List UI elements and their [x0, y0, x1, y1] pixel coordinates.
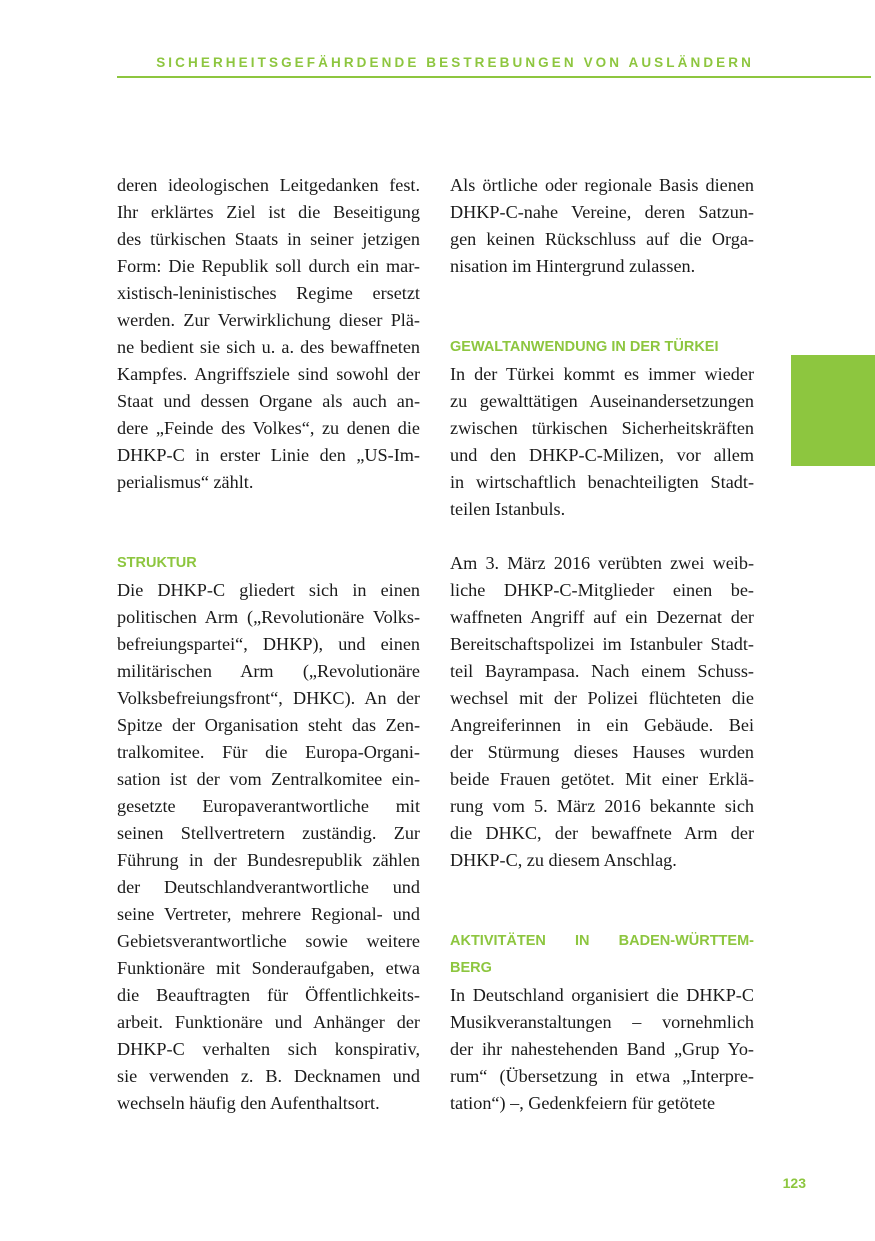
text-line: deren ideologischen Leitgedanken fest. [117, 175, 420, 195]
text-line: waffneten Angriff auf ein Dezernat der [450, 607, 754, 627]
text-line: In Deutschland organisiert die DHKP-C [450, 985, 754, 1005]
text-line: xistisch-leninistisches Regime ersetzt [117, 283, 420, 303]
text-line: DHKP-C-nahe Vereine, deren Satzun- [450, 202, 754, 222]
text-line: Gebietsverantwortliche sowie weitere [117, 931, 420, 951]
text-line: die Beauftragten für Öffentlichkeits- [117, 985, 420, 1005]
left-column [117, 172, 420, 1117]
text-line: gesetzte Europaverantwortliche mit [117, 796, 420, 816]
text-line: Musikveranstaltungen – vornehmlich [450, 1012, 754, 1032]
basis-paragraph [450, 172, 754, 280]
text-line: Bereitschaftspolizei im Istanbuler Stadt- [450, 634, 754, 654]
text-line: Funktionäre mit Sonderaufgaben, etwa [117, 958, 420, 978]
text-line: perialismus“ zählt. [117, 472, 254, 492]
text-line: und den DHKP-C-Milizen, vor allem [450, 445, 754, 465]
text-line: AKTIVITÄTEN IN BADEN-WÜRTTEM- [450, 933, 754, 949]
text-line: ne bedient sie sich u. a. des bewaffneten [117, 337, 420, 357]
maerz-paragraph [450, 550, 754, 874]
text-line: wechseln häufig den Aufenthaltsort. [117, 1093, 380, 1113]
struktur-paragraph [117, 577, 420, 1117]
text-line: wechsel mit der Polizei flüchteten die [450, 688, 754, 708]
text-line: Form: Die Republik soll durch ein mar- [117, 256, 420, 276]
text-line: dere „Feinde des Volkes“, zu denen die [117, 418, 420, 438]
text-line: beide Frauen getötet. Mit einer Erklä- [450, 769, 754, 789]
text-line: seine Vertreter, mehrere Regional- und [117, 904, 420, 924]
text-line: gen keinen Rückschluss auf die Orga- [450, 229, 754, 249]
text-line: in wirtschaftlich benachteiligten Stadt- [450, 472, 754, 492]
text-line: tation“) –, Gedenkfeiern für getötete [450, 1093, 716, 1113]
text-line: befreiungspartei“, DHKP), und einen [117, 634, 420, 654]
text-line: Angreiferinnen in ein Gebäude. Bei [450, 715, 754, 735]
text-line: Kampfes. Angriffsziele sind sowohl der [117, 364, 420, 384]
text-line: die DHKC, der bewaffnete Arm der [450, 823, 754, 843]
text-line: zu gewalttätigen Auseinandersetzungen [450, 391, 754, 411]
text-line: Die DHKP-C gliedert sich in einen [117, 580, 420, 600]
text-line: sie verwenden z. B. Decknamen und [117, 1066, 420, 1086]
text-line: sation ist der vom Zentralkomitee ein- [117, 769, 420, 789]
running-header: SICHERHEITSGEFÄHRDENDE BESTREBUNGEN VON AUSLÄNDERN [156, 55, 754, 70]
heading-baden-wuerttemberg [450, 928, 754, 982]
text-line: der Deutschlandverantwortliche und [117, 877, 420, 897]
intro-paragraph [117, 172, 420, 496]
gewalt-paragraph [450, 361, 754, 523]
text-line: zwischen türkischen Sicherheitskräften [450, 418, 754, 438]
text-line: Ihr erklärtes Ziel ist die Beseitigung [117, 202, 420, 222]
text-line: rum“ (Übersetzung in etwa „Interpre- [450, 1066, 754, 1086]
heading-gewaltanwendung: GEWALTANWENDUNG IN DER TÜRKEI [450, 339, 719, 355]
text-line: Führung in der Bundesrepublik zählen [117, 850, 420, 870]
text-line: rung vom 5. März 2016 bekannte sich [450, 796, 754, 816]
text-line: Spitze der Organisation steht das Zen- [117, 715, 420, 735]
text-line: teil Bayrampasa. Nach einem Schuss- [450, 661, 754, 681]
text-line: Staat und dessen Organe als auch an- [117, 391, 420, 411]
page-number: 123 [782, 1175, 806, 1191]
text-line: nisation im Hintergrund zulassen. [450, 256, 696, 276]
text-line: der ihr nahestehenden Band „Grup Yo- [450, 1039, 754, 1059]
text-line: DHKP-C, zu diesem Anschlag. [450, 850, 677, 870]
text-line: DHKP-C in erster Linie den „US-Im- [117, 445, 420, 465]
text-line: DHKP-C verhalten sich konspirativ, [117, 1039, 420, 1059]
text-line: arbeit. Funktionäre und Anhänger der [117, 1012, 420, 1032]
text-line: teilen Istanbuls. [450, 499, 566, 519]
bw-paragraph [450, 982, 754, 1117]
text-line: militärischen Arm („Revolutionäre [117, 661, 420, 681]
text-line: Am 3. März 2016 verübten zwei weib- [450, 553, 754, 573]
text-line: Als örtliche oder regionale Basis dienen [450, 175, 754, 195]
chapter-tab-marker [791, 355, 875, 466]
text-line: In der Türkei kommt es immer wieder [450, 364, 754, 384]
text-line: BERG [450, 960, 492, 976]
text-line: werden. Zur Verwirklichung dieser Plä- [117, 310, 420, 330]
header-rule [117, 76, 871, 78]
text-line: Volksbefreiungsfront“, DHKC). An der [117, 688, 420, 708]
text-line: der Stürmung dieses Hauses wurden [450, 742, 754, 762]
text-line: tralkomitee. Für die Europa-Organi- [117, 742, 420, 762]
text-line: politischen Arm („Revolutionäre Volks- [117, 607, 420, 627]
text-line: liche DHKP-C-Mitglieder einen be- [450, 580, 754, 600]
heading-struktur: STRUKTUR [117, 555, 197, 571]
right-column [450, 172, 754, 1117]
text-line: des türkischen Staats in seiner jetzigen [117, 229, 420, 249]
text-line: seinen Stellvertretern zuständig. Zur [117, 823, 420, 843]
